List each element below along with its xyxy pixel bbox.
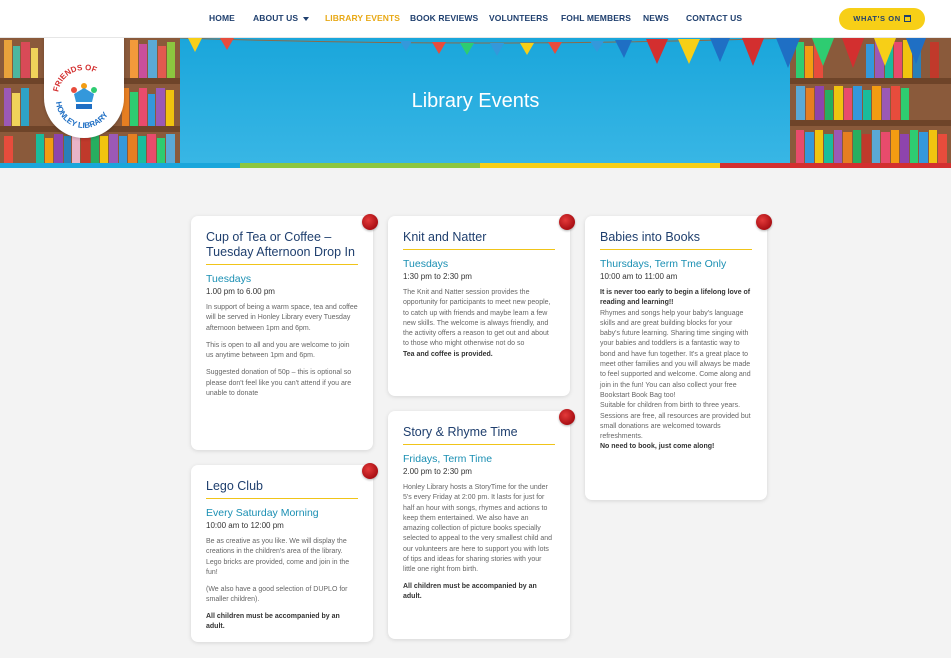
- event-card-babies-books: [585, 216, 767, 500]
- event-card-tea-coffee: [191, 216, 373, 450]
- event-description: Sessions are free, all resources are provided but small donations are welcomed towards refreshments.: [600, 412, 751, 441]
- nav-contact-us[interactable]: CONTACT US: [686, 13, 743, 23]
- event-card-knit-natter: [388, 216, 570, 396]
- event-title: Lego Club: [206, 479, 358, 499]
- nav-fohl-members[interactable]: FOHL MEMBERS: [561, 13, 631, 23]
- event-description: The Knit and Natter session provides the opportunity for participants to meet new people, to catch up with friends and maybe learn a few new skills. The welcome is always friendly, and the activity offers a reason to get out and about to those who might otherwise not do so: [403, 289, 551, 348]
- event-description: Suitable for children from birth to three years.: [600, 402, 741, 410]
- event-description: This is open to all and you are welcome to join us anytime between 1pm and 6pm.: [206, 341, 350, 360]
- event-description: (We also have a good selection of DUPLO for smaller children).: [206, 586, 348, 604]
- event-note: No need to book, just come along!: [600, 443, 715, 451]
- event-day: Thursdays, Term Tme Only: [600, 258, 727, 270]
- svg-text:FRIENDS OF: FRIENDS OF: [51, 62, 99, 93]
- event-note: All children must be accompanied by an adult.: [206, 612, 340, 631]
- event-note: Tea and coffee is provided.: [403, 350, 493, 358]
- hero-banner: [0, 38, 951, 163]
- event-day: Every Saturday Morning: [206, 507, 319, 519]
- logo-emblem: [44, 38, 124, 138]
- event-description: Honley Library hosts a StoryTime for the under 5's every Friday at 2:00 pm. It lasts for just for half an hour with songs, rhymes and actions to keep them entertained. We also have an amazing collection of picture books specially selected to appeal to the very smallest child and our volunteers are here to support you with lots of tips and ideas for sharing stories with your little one right from birth.: [403, 484, 553, 574]
- nav-book-reviews[interactable]: BOOK REVIEWS: [410, 13, 479, 23]
- event-description: Rhymes and songs help your baby's language skills and are great building blocks for your baby's future learning. Sharing time singing with your babies and toddlers is a fantastic way to bond and have fun together. It's a great place to meet other families and you will always be made to feel supported and welcome. Come along and join in the fun! You can also collect your free Bookstart Book Bag too!: [600, 309, 751, 399]
- event-day: Tuesdays: [403, 258, 449, 270]
- chevron-down-icon: [303, 17, 309, 21]
- pin-icon: [362, 463, 378, 479]
- event-title: Babies into Books: [600, 230, 752, 250]
- event-time: 1.00 pm to 6.00 pm: [206, 287, 275, 296]
- whats-on-label: WHAT'S ON: [853, 14, 901, 23]
- nav-about-us[interactable]: [253, 13, 309, 23]
- event-note: All children must be accompanied by an adult.: [403, 582, 537, 600]
- svg-text:HONLEY LIBRARY: HONLEY LIBRARY: [53, 100, 110, 131]
- event-time: 1:30 pm to 2:30 pm: [403, 272, 472, 281]
- event-title: Story & Rhyme Time: [403, 425, 555, 445]
- event-title: Cup of Tea or Coffee – Tuesday Afternoon Drop In: [206, 230, 358, 265]
- event-day: Tuesdays: [206, 273, 252, 285]
- pin-icon: [559, 214, 575, 230]
- pin-icon: [559, 409, 575, 425]
- event-description: Suggested donation of 50p – this is optional so please don't feel like you can't attend if you are unable to donate: [206, 369, 352, 398]
- page-title: Library Events: [411, 90, 540, 112]
- calendar-icon: [904, 15, 911, 22]
- whats-on-button[interactable]: [839, 8, 925, 30]
- event-lead: It is never too early to begin a lifelong love of reading and learning!!: [600, 289, 751, 307]
- nav-library-events[interactable]: LIBRARY EVENTS: [325, 13, 401, 23]
- event-card-story-rhyme: [388, 411, 570, 639]
- nav-volunteers[interactable]: VOLUNTEERS: [489, 13, 549, 23]
- nav-about-us-label: ABOUT US: [253, 13, 299, 23]
- event-description: In support of being a warm space, tea and coffee will be served in Honley Library every Tuesday afternoon between 1pm and 6pm.: [206, 304, 358, 332]
- pin-icon: [362, 214, 378, 230]
- event-time: 10:00 am to 12:00 pm: [206, 521, 284, 530]
- event-day: Fridays, Term Time: [403, 453, 493, 465]
- top-nav: [0, 0, 951, 38]
- nav-home[interactable]: HOME: [209, 13, 235, 23]
- event-time: 10:00 am to 11:00 am: [600, 272, 678, 281]
- nav-news[interactable]: NEWS: [643, 13, 669, 23]
- event-description: Be as creative as you like. We will display the creations in the children's area of the library. Lego bricks are provided, come and join in the fun!: [206, 538, 350, 576]
- event-card-lego-club: [191, 465, 373, 642]
- event-time: 2.00 pm to 2:30 pm: [403, 467, 472, 476]
- event-title: Knit and Natter: [403, 230, 555, 250]
- site-logo[interactable]: [44, 38, 124, 138]
- pin-icon: [756, 214, 772, 230]
